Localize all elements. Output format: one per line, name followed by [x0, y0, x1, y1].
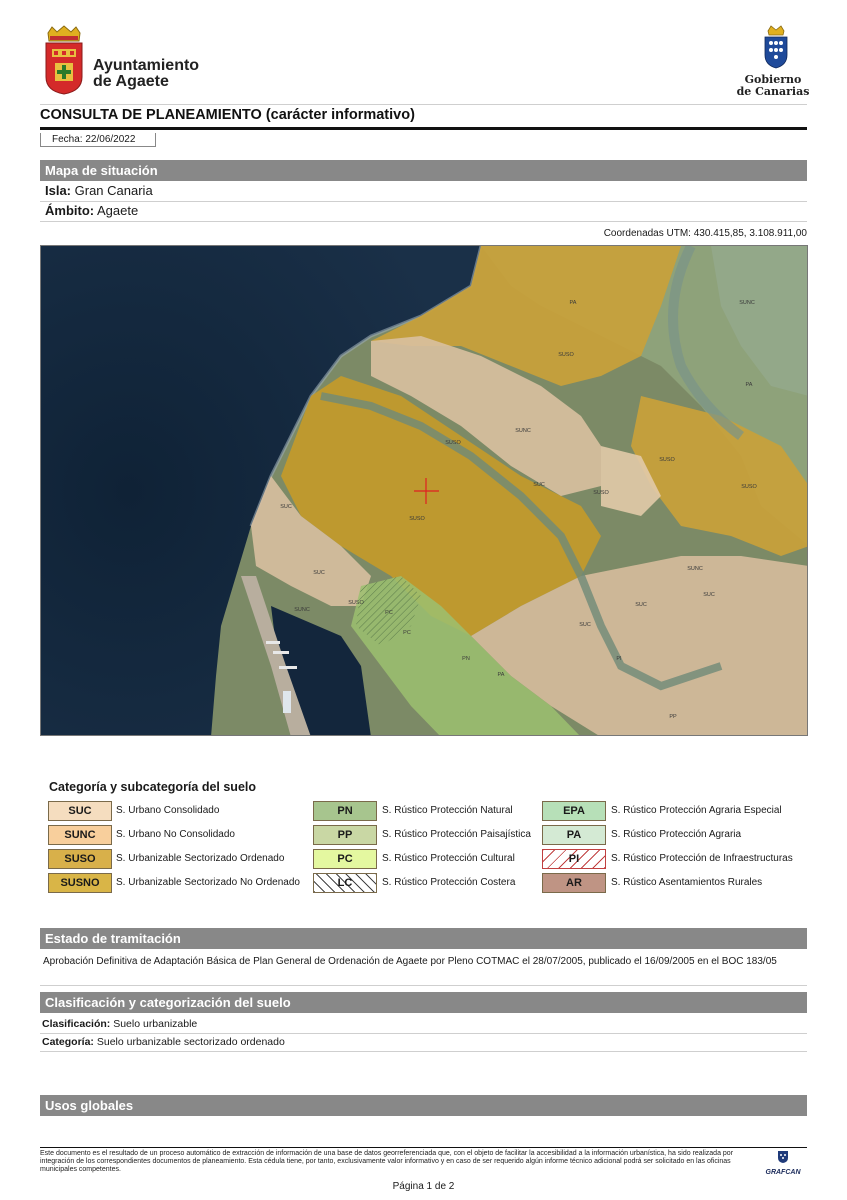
map-label: SUNC — [739, 300, 755, 306]
legend-title: Categoría y subcategoría del suelo — [49, 780, 257, 794]
legend-swatch-pa: PA — [542, 825, 606, 845]
government-name — [730, 74, 816, 98]
council-name — [93, 58, 199, 90]
map-label: PC — [385, 610, 393, 616]
map-label: SUNC — [294, 607, 310, 613]
legend-swatch-pn: PN — [313, 801, 377, 821]
section-header-clasificacion: Clasificación y categorización del suelo — [40, 992, 807, 1013]
categoria-label: Categoría: — [42, 1036, 94, 1048]
map-label: SUC — [280, 504, 292, 510]
ambito-row — [40, 202, 807, 222]
legend-label-pn: S. Rústico Protección Natural — [382, 805, 513, 816]
isla-value: Gran Canaria — [74, 183, 153, 198]
map-label: PA — [569, 300, 577, 306]
legend-label-susno: S. Urbanizable Sectorizado No Ordenado — [116, 877, 300, 888]
grafcan-logo — [758, 1150, 808, 1176]
grafcan-shield-icon — [777, 1150, 789, 1164]
document-date: Fecha: 22/06/2022 — [40, 133, 156, 147]
map-label: SUSO — [741, 484, 757, 490]
map-label: SUNC — [515, 428, 531, 434]
clasificacion-row — [40, 1016, 807, 1034]
categoria-value: Suelo urbanizable sectorizado ordenado — [96, 1036, 285, 1048]
legend-swatch-suc: SUC — [48, 801, 112, 821]
government-name-line2: de Canarias — [736, 85, 810, 98]
map-label: PA — [745, 382, 753, 388]
document-title: CONSULTA DE PLANEAMIENTO (carácter informativo) — [40, 107, 415, 123]
map-label: PN — [462, 656, 470, 662]
map-label: SUSO — [659, 457, 675, 463]
page-number: Página 1 de 2 — [392, 1181, 455, 1192]
utm-coordinates: Coordenadas UTM: 430.415,85, 3.108.911,00 — [603, 228, 807, 239]
government-name-line1: Gobierno — [744, 73, 802, 86]
clasificacion-value: Suelo urbanizable — [113, 1018, 198, 1030]
legend-swatch-ar: AR — [542, 873, 606, 893]
header-divider — [40, 104, 807, 105]
agaete-coat-of-arms-logo — [42, 25, 86, 95]
ambito-label: Ámbito: — [45, 203, 95, 218]
map-label: SUC — [533, 482, 545, 488]
map-label: SUSO — [409, 516, 425, 522]
map-label: PP — [669, 714, 677, 720]
legend-swatch-lc: LC — [313, 873, 377, 893]
legend-label-sunc: S. Urbano No Consolidado — [116, 829, 235, 840]
legend-label-pi: S. Rústico Protección de Infraestructuras — [611, 853, 793, 864]
legend-swatch-susno: SUSNO — [48, 873, 112, 893]
map-label: SUC — [313, 570, 325, 576]
map-label: PI — [616, 656, 622, 662]
isla-row — [40, 181, 807, 202]
legend-swatch-sunc: SUNC — [48, 825, 112, 845]
map-label: PA — [497, 672, 505, 678]
legend-swatch-pc: PC — [313, 849, 377, 869]
section-header-usos-globales: Usos globales — [40, 1095, 807, 1116]
legend-swatch-suso: SUSO — [48, 849, 112, 869]
council-name-line1: Ayuntamiento — [93, 57, 200, 74]
categoria-row — [40, 1034, 807, 1052]
legend-swatch-pp: PP — [313, 825, 377, 845]
legend-label-pa: S. Rústico Protección Agraria — [611, 829, 742, 840]
map-label: SUNC — [687, 566, 703, 572]
title-underline — [40, 127, 807, 130]
map-label: SUC — [703, 592, 715, 598]
legend-swatch-pi: PI — [542, 849, 606, 869]
legend-label-lc: S. Rústico Protección Costera — [382, 877, 516, 888]
legend-label-pp: S. Rústico Protección Paisajística — [382, 829, 531, 840]
legend-label-ar: S. Rústico Asentamientos Rurales — [611, 877, 763, 888]
legend-label-suc: S. Urbano Consolidado — [116, 805, 220, 816]
map-label: SUC — [579, 622, 591, 628]
map-label: SUSO — [348, 600, 364, 606]
legend-label-suso: S. Urbanizable Sectorizado Ordenado — [116, 853, 285, 864]
map-label: PC — [403, 630, 411, 636]
grafcan-label: GRAFCAN — [765, 1169, 801, 1176]
canarias-coat-of-arms-logo — [762, 25, 790, 69]
legend-label-pc: S. Rústico Protección Cultural — [382, 853, 515, 864]
map-label: SUSO — [593, 490, 609, 496]
clasificacion-label: Clasificación: — [42, 1018, 111, 1030]
map-label: SUSO — [558, 352, 574, 358]
legend-label-epa: S. Rústico Protección Agraria Especial — [611, 805, 782, 816]
section-header-mapa-situacion: Mapa de situación — [40, 160, 807, 181]
footer-divider — [40, 1147, 807, 1148]
map-label: SUC — [635, 602, 647, 608]
legend-swatch-epa: EPA — [542, 801, 606, 821]
ambito-value: Agaete — [97, 203, 139, 218]
situation-map[interactable] — [40, 245, 808, 736]
council-name-line2: de Agaete — [93, 73, 169, 90]
footer-disclaimer: Este documento es el resultado de un proceso automático de extracción de información de una base de datos georreferenciada que, con el objeto de facilitar la accesibilidad a la información urbanística, ha sido realizada por integración de los correspondientes documentos de planeamiento. Esta cédula tiene, por tanto, exclusivamente valor informativo y en caso de ser requerido algún informe técnico adicional podrá ser solicitado en las oficinas municipales competentes. — [40, 1150, 734, 1173]
tramitacion-text: Aprobación Definitiva de Adaptación Básica de Plan General de Ordenación de Agaete por Pleno COTMAC el 28/07/2005, publicado el 16/09/2005 en el BOC 183/05 — [40, 955, 807, 986]
isla-label: Isla: — [45, 183, 72, 198]
section-header-tramitacion: Estado de tramitación — [40, 928, 807, 949]
map-label: SUSO — [445, 440, 461, 446]
